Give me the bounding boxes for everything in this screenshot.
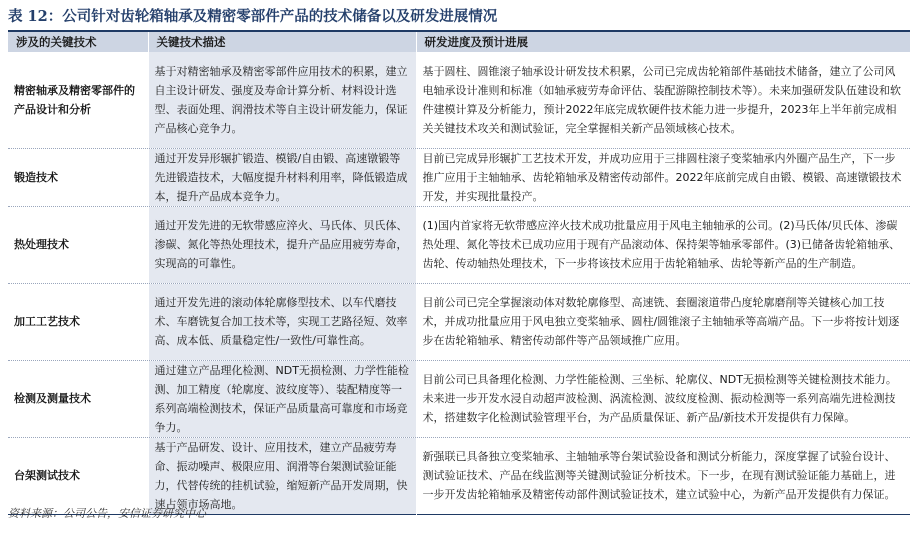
row-tech-desc: 基于产品研发、设计、应用技术，建立产品疲劳寿命、振动噪声、极限应用、润滑等台架测试验证能力，代替传统的挂机试验，缩短新产品开发周期，快速占领市场高地。 [148, 437, 416, 514]
table-row [8, 437, 910, 514]
header-row [8, 32, 910, 52]
table-row [8, 206, 910, 283]
row-progress: 新强联已具备独立变桨轴承、主轴轴承等台架试验设备和测试分析能力，深度掌握了试验台设计、测试验证技术、产品在线监测等关键测试验证分析技术。下一步，在现有测试验证能力基础上，进一步开发齿轮箱轴承及精密传动部件测试验证技术，建立试验中心，为新产品开发提供有力保证。 [422, 450, 896, 501]
row-tech-desc: 通过开发异形辗扩锻造、模锻/自由锻、高速镦锻等先进锻造技术，大幅度提升材料利用率，降低锻造成本，提升产品成本竞争力。 [148, 148, 416, 206]
table-row [8, 148, 910, 206]
row-tech-name: 检测及测量技术 [14, 392, 91, 405]
row-tech-name: 精密轴承及精密零部件的产品设计和分析 [14, 83, 135, 116]
header-key-tech: 涉及的关键技术 [8, 32, 148, 52]
table-row [8, 52, 910, 148]
header-progress: 研发进度及预计进展 [416, 32, 910, 52]
row-tech-name: 台架测试技术 [14, 469, 80, 482]
row-progress: 基于圆柱、圆锥滚子轴承设计研发技术积累，公司已完成齿轮箱部件基础技术储备，建立了公司风电轴承设计准则和标准（如轴承疲劳寿命评估、装配游隙控制技术等）。未来加强研发队伍建设和软件建模计算及分析能力，预计2022年底完成软硬件技术能力进一步提升，2023年上半年前完成相关关键技术攻关和测试验证，完全掌握相关新产品领域核心技术。 [422, 64, 901, 135]
row-progress: 目前公司已完全掌握滚动体对数轮廓修型、高速铣、套圈滚道带凸度轮廓磨削等关键核心加工技术，并成功批量应用于风电独立变桨轴承、圆柱/圆锥滚子主轴轴承等高端产品。下一步将按计划逐步在齿轮箱轴承、精密传动部件等产品领域推广应用。 [422, 296, 900, 347]
row-tech-desc: 通过开发先进的无软带感应淬火、马氏体、贝氏体、渗碳、氮化等热处理技术，提升产品应用疲劳寿命，实现高的可靠性。 [148, 206, 416, 283]
row-tech-desc: 通过开发先进的滚动体轮廓修型技术、以车代磨技术、车磨铣复合加工技术等，实现工艺路径短、效率高、成本低、质量稳定性/一致性/可靠性高。 [148, 283, 416, 360]
row-tech-desc: 通过建立产品理化检测、NDT无损检测、力学性能检测、加工精度（轮廓度、波纹度等）、装配精度等一系列高端检测技术，保证产品质量高可靠度和市场竞争力。 [148, 360, 416, 437]
row-progress: 目前已完成异形辗扩工艺技术开发，并成功应用于三排圆柱滚子变桨轴承内外圈产品生产，下一步推广应用于主轴轴承、齿轮箱轴承及精密传动部件。2022年底前完成自由锻、模锻、高速镦锻技术开发，并实现批量投产。 [422, 151, 902, 203]
table-row [8, 360, 910, 437]
tech-table [8, 32, 910, 515]
row-tech-name: 加工工艺技术 [14, 315, 80, 328]
row-tech-name: 锻造技术 [14, 170, 58, 184]
source-note: 资料来源：公司公告，安信证券研究中心 [8, 507, 206, 520]
table-title: 表 12：公司针对齿轮箱轴承及精密零部件产品的技术储备以及研发进展情况 [8, 8, 498, 25]
row-tech-name: 热处理技术 [14, 238, 69, 251]
row-progress: 目前公司已具备理化检测、力学性能检测、三坐标、轮廓仪、NDT无损检测等关键检测技术能力。未来进一步开发水浸自动超声波检测、涡流检测、波纹度检测、振动检测等一系列高端先进检测技术，搭建数字化检测试验管理平台，为产品质量保证、新产品/新技术开发提供有力保障。 [422, 373, 897, 424]
header-tech-desc: 关键技术描述 [148, 32, 416, 52]
table-row [8, 283, 910, 360]
row-progress: (1)国内首家将无软带感应淬火技术成功批量应用于风电主轴轴承的公司。(2)马氏体/贝氏体、渗碳热处理、氮化等技术已成功应用于现有产品滚动体、保持架等轴承零部件。(3)已储备齿轮箱轴承、齿轮、传动轴热处理技术，下一步将该技术应用于齿轮箱轴承、齿轮等新产品的生产制造。 [422, 219, 901, 270]
row-tech-desc: 基于对精密轴承及精密零部件应用技术的积累，建立自主设计研发、强度及寿命计算分析、材料设计选型、表面处理、润滑技术等自主设计研发能力，保证产品核心竞争力。 [148, 52, 416, 148]
